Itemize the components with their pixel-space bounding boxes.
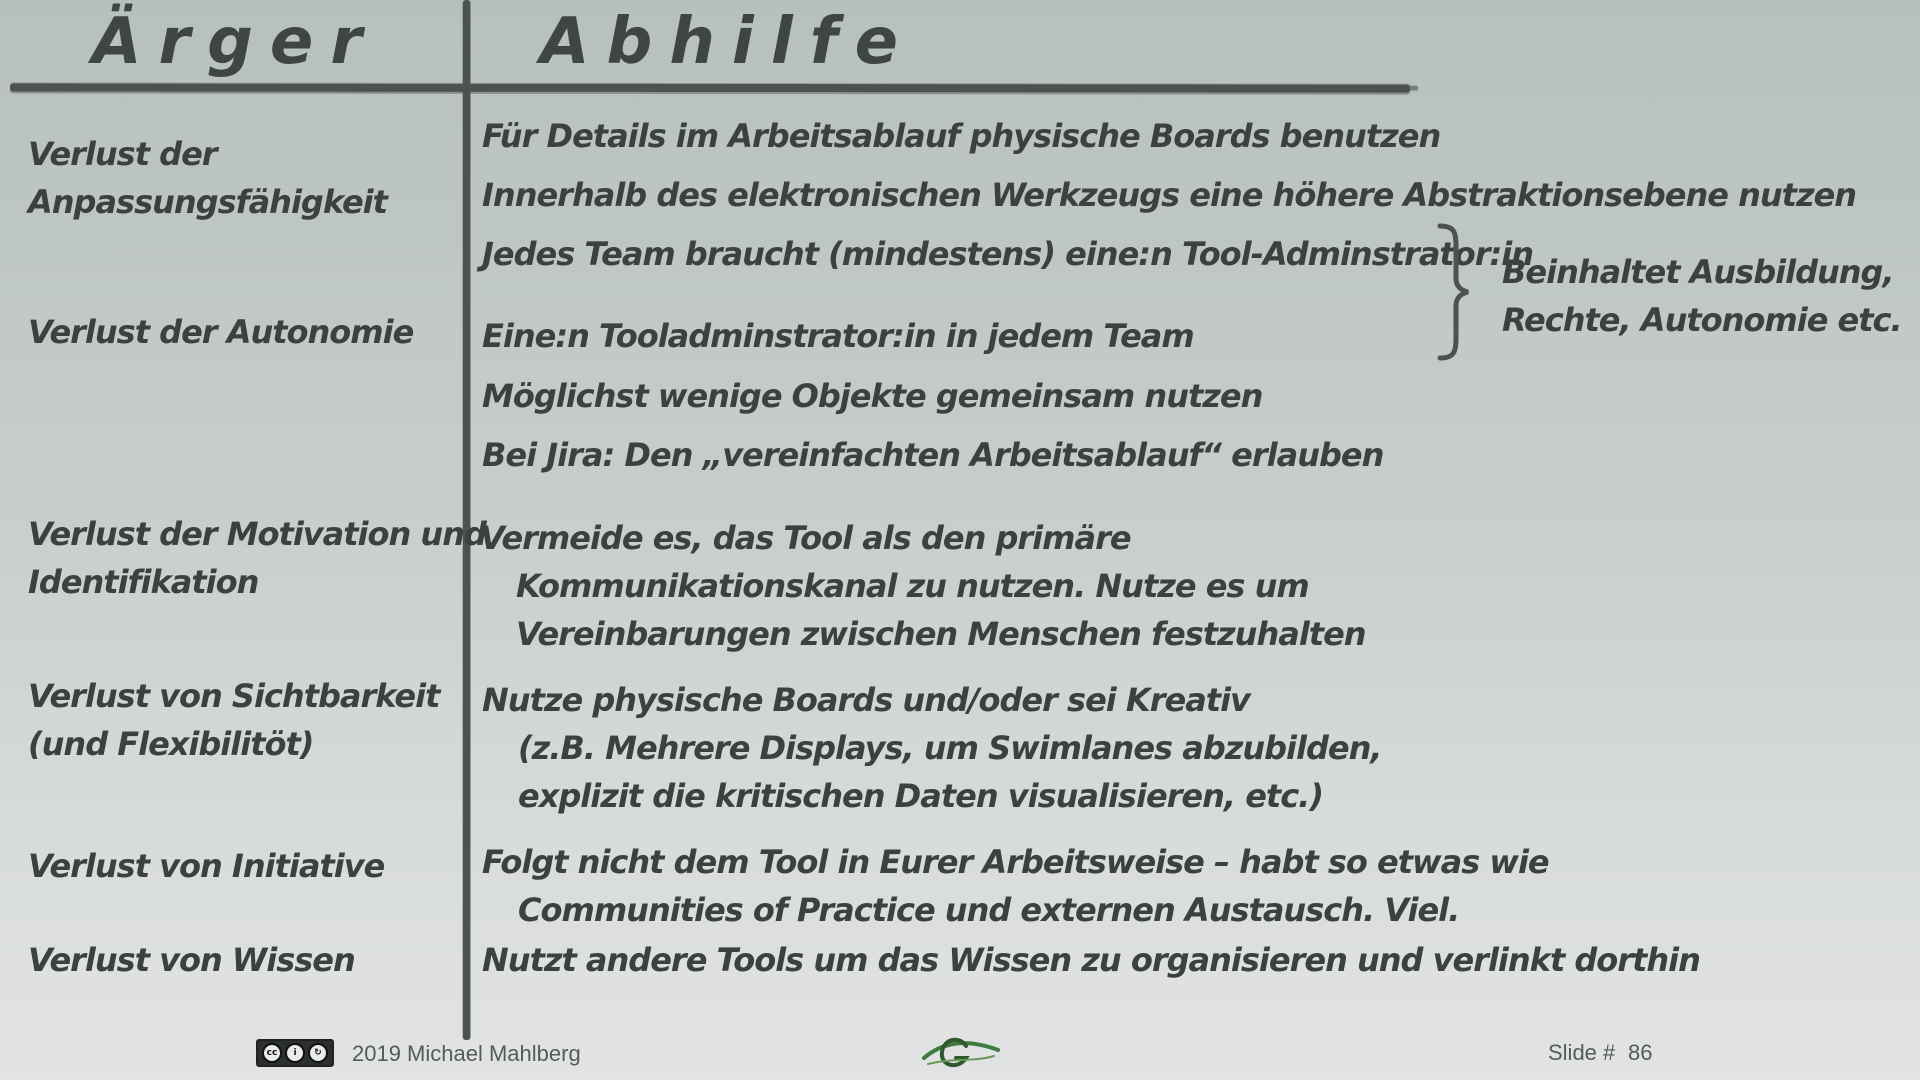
remedy-jira-simplified-workflow: Bei Jira: Den „vereinfachten Arbeitsablauf“ erlauben [482, 436, 1384, 474]
remedy-physical-boards: Für Details im Arbeitsablauf physische Boards benutzen [482, 117, 1441, 155]
problem-motivation [28, 510, 486, 606]
problem-initiative: Verlust von Initiative [28, 847, 385, 885]
remedy-creative-line1: Nutze physische Boards und/oder sei Kreativ [482, 681, 1250, 719]
side-note-line1: Beinhaltet Ausbildung, [1502, 253, 1894, 291]
slide-number: 86 [1628, 1040, 1653, 1065]
remedy-creative-line3: explizit die kritischen Daten visualisieren, etc.) [518, 777, 1323, 815]
problem-visibility-line2: (und Flexibilitöt) [28, 725, 314, 763]
remedy-other-tools: Nutzt andere Tools um das Wissen zu organisieren und verlinkt dorthin [482, 941, 1700, 979]
problem-adaptability [28, 130, 387, 226]
remedy-admin-per-team: Eine:n Tooladminstrator:in in jedem Team [482, 317, 1194, 355]
remedy-communities [482, 838, 1549, 934]
remedy-communication-line3: Vereinbarungen zwischen Menschen festzuhalten [516, 615, 1366, 653]
remedy-communities-line2: Communities of Practice und externen Austausch. Viel. [518, 891, 1460, 929]
problem-autonomy: Verlust der Autonomie [28, 313, 414, 351]
brand-logo-icon [920, 1028, 1002, 1072]
remedy-creative-boards [482, 676, 1382, 820]
table-horizontal-divider [10, 83, 1410, 92]
problem-adaptability-line2: Anpassungsfähigkeit [28, 183, 387, 221]
curly-brace-icon [1434, 222, 1474, 362]
cc-by-sa-icon: cc i ↻ [256, 1039, 334, 1067]
remedy-communication-line2: Kommunikationskanal zu nutzen. Nutze es um [516, 567, 1309, 605]
heading-problems: Ärger [92, 5, 379, 79]
remedy-abstraction-level: Innerhalb des elektronischen Werkzeugs eine höhere Abstraktionsebene nutzen [482, 176, 1857, 214]
problem-motivation-line1: Verlust der Motivation und [28, 515, 486, 553]
remedy-communication-line1: Vermeide es, das Tool als den primäre [480, 519, 1131, 557]
heading-remedies: Abhilfe [540, 5, 916, 79]
footer-copyright: 2019 Michael Mahlberg [352, 1041, 581, 1066]
problem-adaptability-line1: Verlust der [28, 135, 217, 173]
remedy-communication-channel [480, 514, 1366, 658]
remedy-communities-line1: Folgt nicht dem Tool in Eurer Arbeitsweise – habt so etwas wie [482, 843, 1549, 881]
problem-visibility-line1: Verlust von Sichtbarkeit [28, 677, 440, 715]
problem-motivation-line2: Identifikation [28, 563, 259, 601]
remedy-few-shared-objects: Möglichst wenige Objekte gemeinsam nutzen [482, 377, 1263, 415]
remedy-team-admin: Jedes Team braucht (mindestens) eine:n Tool-Adminstrator:in [482, 235, 1534, 273]
side-note-line2: Rechte, Autonomie etc. [1502, 301, 1902, 339]
problem-visibility [28, 672, 439, 768]
side-note [1502, 248, 1902, 344]
slide-label: Slide # [1548, 1040, 1616, 1065]
problem-knowledge: Verlust von Wissen [28, 941, 355, 979]
remedy-creative-line2: (z.B. Mehrere Displays, um Swimlanes abzubilden, [518, 729, 1382, 767]
